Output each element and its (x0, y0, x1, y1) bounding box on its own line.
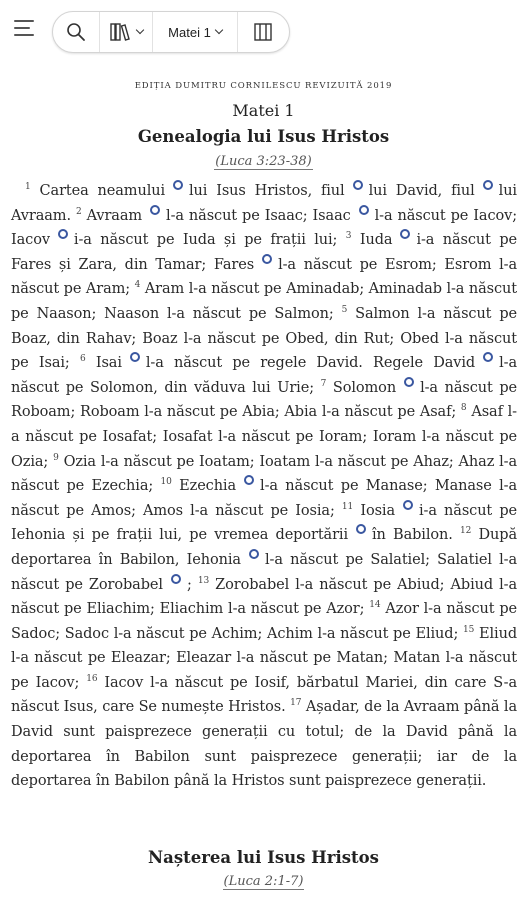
search-icon (66, 22, 86, 42)
footnote-marker[interactable] (483, 180, 493, 190)
verse-text: Zorobabel l-a născut pe Abiud; Abiud l-a născut pe Eliachim; Eliachim l-a născut pe Azor; (11, 576, 517, 618)
footnote-marker[interactable] (262, 254, 272, 264)
footnote-marker[interactable] (173, 180, 183, 190)
chevron-down-icon (215, 26, 223, 34)
verse-number: 11 (341, 501, 354, 512)
verse-text: i-a născut pe Iehonia și pe frații lui, pe vremea deportării (11, 502, 517, 544)
columns-icon (253, 22, 273, 42)
menu-icon-line (14, 27, 30, 29)
verse-number: 13 (197, 575, 210, 586)
verse-text: Avraam (86, 207, 143, 224)
verse-number: 6 (79, 354, 86, 365)
section-heading: Genealogia lui Isus Hristos (137, 127, 390, 146)
verse-text: Eliud l-a născut pe Eleazar; Eleazar l-a născut pe Matan; Matan l-a născut pe Iacov; (11, 625, 517, 691)
footnote-marker[interactable] (403, 500, 413, 510)
verse-text: i-a născut pe Fares și Zara, din Tamar; Fares (11, 232, 517, 273)
verse-number: 3 (345, 231, 352, 242)
verse-text: l-a născut pe Roboam; Roboam l-a născut pe Abia; Abia l-a născut pe Asaf; (11, 379, 517, 421)
verse-number: 4 (134, 280, 141, 291)
verse-number: 9 (53, 452, 59, 463)
menu-icon-line (14, 34, 34, 36)
chapter-title: Matei 1 (232, 101, 295, 120)
verse-text: ; (186, 576, 198, 593)
verse-text: Iacov l-a născut pe Iosif, bărbatul Mariei, din care S-a născut Isus, care Se numește Hristos. (11, 674, 517, 716)
footnote-marker[interactable] (150, 205, 160, 215)
chevron-down-icon (135, 26, 143, 34)
verse-number: 8 (460, 403, 467, 414)
verse-text: Solomon (332, 379, 397, 396)
footnote-marker[interactable] (249, 549, 259, 559)
cross-reference (0, 874, 527, 889)
verse-text: Cartea neamului (39, 183, 166, 199)
footnote-marker[interactable] (171, 574, 181, 584)
verse-number: 2 (75, 206, 82, 217)
footnote-marker[interactable] (244, 475, 254, 485)
menu-button[interactable] (14, 20, 38, 44)
scripture-passage (11, 179, 517, 794)
verse-text: Asaf l-a născut pe Iosafat; Iosafat l-a născut pe Ioram; Ioram l-a născut pe Ozia; (11, 404, 517, 470)
footnote-marker[interactable] (404, 377, 414, 387)
footnote-marker[interactable] (359, 205, 369, 215)
verse-number: 14 (369, 600, 381, 611)
verse-number: 17 (290, 698, 302, 709)
verse-number: 1 (25, 182, 31, 193)
cross-reference-link[interactable]: (Luca 3:23-38) (215, 154, 312, 169)
chapter-selector[interactable] (153, 12, 237, 52)
section-heading: Nașterea lui Isus Hristos (148, 848, 379, 867)
menu-icon-line (14, 20, 34, 22)
footnote-marker[interactable] (353, 180, 363, 190)
verse-text: Iuda (359, 232, 393, 249)
cross-reference (0, 154, 527, 169)
verse-text: l-a născut pe Salatiel; Salatiel l-a născut pe Zorobabel (11, 551, 518, 593)
parallel-view-button[interactable] (238, 12, 288, 52)
verse-text: lui David, fiul (368, 183, 475, 199)
verse-text: în Babilon. (372, 527, 460, 544)
edition-label: EDIȚIA DUMITRU CORNILESCU REVIZUITĂ 2019 (134, 81, 393, 91)
verse-number: 16 (86, 674, 98, 685)
verse-text: lui Isus Hristos, fiul (189, 183, 345, 199)
verse-text: l-a născut pe Solomon, din văduva lui Urie; (11, 355, 517, 396)
footnote-marker[interactable] (400, 229, 410, 239)
verse-text: Isai (95, 355, 122, 372)
verse-text: Ezechia (179, 478, 237, 495)
verse-text: Aram l-a născut pe Aminadab; Aminadab l-a născut pe Naason; Naason l-a născut pe Salmon; (11, 281, 517, 322)
verse-text: lui Avraam. (11, 183, 517, 224)
verse-text: l-a născut pe Esrom; Esrom l-a născut pe Aram; (11, 256, 517, 298)
verse-number: 5 (341, 305, 348, 316)
verse-text: Azor l-a născut pe Sadoc; Sadoc l-a născut pe Achim; Achim l-a născut pe Eliud; (11, 601, 517, 642)
verse-number: 12 (460, 526, 472, 537)
library-button[interactable] (100, 12, 152, 52)
verse-text: Salmon l-a născut pe Boaz, din Rahav; Boaz l-a născut pe Obed, din Rut; Obed l-a născut pe Isai; (11, 305, 517, 372)
verse-text: Ozia l-a născut pe Ioatam; Ioatam l-a născut pe Ahaz; Ahaz l-a născut pe Ezechia; (11, 453, 517, 495)
verse-text: Iosia (360, 502, 396, 519)
reader-toolbar (52, 11, 290, 53)
verse-text: i-a născut pe Iuda și pe frații lui; (73, 232, 346, 249)
chapter-selector-label: Matei 1 (168, 24, 211, 40)
footnote-marker[interactable] (483, 352, 493, 362)
verse-text: l-a născut pe Iacov; Iacov (11, 207, 517, 249)
top-bar (0, 0, 527, 64)
verse-text: l-a născut pe regele David. Regele David (145, 355, 476, 372)
verse-text: După deportarea în Babilon, Iehonia (11, 527, 518, 568)
verse-number: 15 (462, 624, 475, 635)
cross-reference-link[interactable]: (Luca 2:1-7) (223, 874, 304, 889)
verse-number: 10 (160, 477, 172, 488)
footnote-marker[interactable] (356, 524, 366, 534)
footnote-marker[interactable] (130, 352, 140, 362)
reader-content (0, 64, 527, 900)
verse-text: l-a născut pe Manase; Manase l-a născut pe Amos; Amos l-a născut pe Iosia; (11, 478, 517, 519)
verse-text: Așadar, de la Avraam până la David sunt paisprezece generații cu totul; de la David până la deportarea în Babilon sunt paisprezece generații; iar de la deportarea în Babilon până la Hristos sunt paisprezece generații. (11, 699, 517, 790)
verse-number: 7 (320, 378, 327, 389)
footnote-marker[interactable] (58, 229, 68, 239)
verse-text: l-a născut pe Isaac; Isaac (166, 207, 351, 224)
search-button[interactable] (53, 12, 99, 52)
books-icon (110, 22, 132, 42)
